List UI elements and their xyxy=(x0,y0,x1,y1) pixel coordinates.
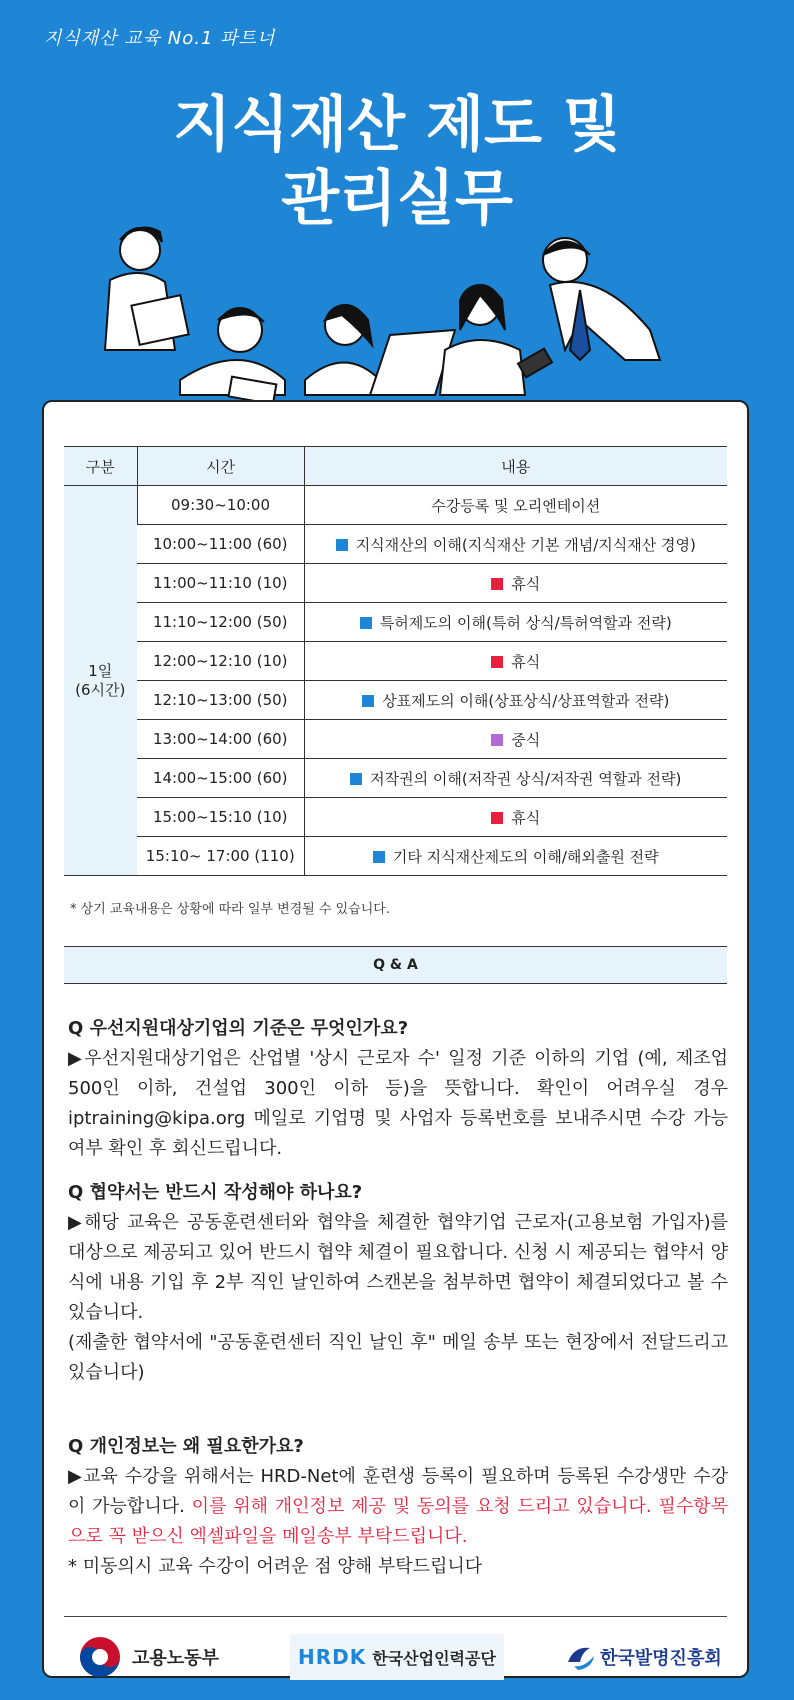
content-text: 휴식 xyxy=(511,574,541,593)
square-bullet-icon xyxy=(491,812,503,824)
title-line-1: 지식재산 제도 및 xyxy=(173,90,621,160)
faq-answer: ▶해당 교육은 공동훈련센터와 협약을 체결한 협약기업 근로자(고용보험 가입자)를 대상으로 제공되고 있어 반드시 협약 체결이 필요합니다. 신청 시 제공되는 협약서 양식에 내용 기입 후 2부 직인 날인하여 스캔본을 첨부하면 협약이 체결되었다고 볼 수 있습니다. xyxy=(68,1212,728,1323)
content-text: 휴식 xyxy=(511,652,541,671)
header-category: 구분 xyxy=(64,447,137,486)
faq-answer-extra: (제출한 협약서에 "공동훈련센터 직인 날인 후" 메일 송부 또는 현장에서 전달드리고 있습니다) xyxy=(68,1332,728,1383)
day-label xyxy=(64,486,137,876)
logo2-text: 한국산업인력공단 xyxy=(372,1648,496,1668)
table-row xyxy=(64,759,727,798)
cell-content xyxy=(304,720,727,759)
cell-content xyxy=(304,798,727,837)
faq-question: Q 협약서는 반드시 작성해야 하나요? xyxy=(68,1182,363,1203)
faq-answer-note: * 미동의시 교육 수강이 어려운 점 양해 부탁드립니다 xyxy=(68,1556,483,1577)
square-bullet-icon xyxy=(350,773,362,785)
faq-answer xyxy=(68,1462,728,1552)
qa-section-header: Q & A xyxy=(64,946,727,984)
cell-time: 12:10~13:00 (50) xyxy=(137,681,304,720)
faq-question: Q 우선지원대상기업의 기준은 무엇인가요? xyxy=(68,1018,409,1039)
content-text: 특허제도의 이해(특허 상식/특허역할과 전략) xyxy=(379,613,672,632)
square-bullet-icon xyxy=(362,695,374,707)
cell-time: 10:00~11:00 (60) xyxy=(137,525,304,564)
cell-content xyxy=(304,564,727,603)
cell-time: 09:30~10:00 xyxy=(137,486,304,525)
content-text: 저작권의 이해(저작권 상식/저작권 역할과 전략) xyxy=(370,769,682,788)
taegeuk-icon xyxy=(78,1635,122,1679)
cell-time: 15:10~ 17:00 (110) xyxy=(137,837,304,876)
faq-answer-highlight: 이를 위해 개인정보 제공 및 동의를 요청 드리고 있습니다. 필수항목으로 꼭 받으신 엑셀파일을 메일송부 부탁드립니다. xyxy=(68,1496,728,1547)
content-card xyxy=(42,400,749,1678)
square-bullet-icon xyxy=(491,656,503,668)
header-content: 내용 xyxy=(304,447,727,486)
table-row xyxy=(64,486,727,525)
cell-content xyxy=(304,486,727,525)
square-bullet-icon xyxy=(336,539,348,551)
cell-time: 13:00~14:00 (60) xyxy=(137,720,304,759)
cell-time: 12:00~12:10 (10) xyxy=(137,642,304,681)
faq-answer-text: ▶교육 수강을 위해서는 HRD-Net에 훈련생 등록이 필요하며 등록된 수강생만 수강이 가능합니다. xyxy=(68,1466,728,1517)
schedule-note: * 상기 교육내용은 상황에 따라 일부 변경될 수 있습니다. xyxy=(70,902,390,917)
cell-content xyxy=(304,759,727,798)
table-row xyxy=(64,720,727,759)
day-label-line-2: (6시간) xyxy=(75,680,126,699)
table-row xyxy=(64,603,727,642)
table-row xyxy=(64,564,727,603)
content-text: 지식재산의 이해(지식재산 기본 개념/지식재산 경영) xyxy=(355,535,696,554)
table-row xyxy=(64,837,727,876)
footer-divider xyxy=(64,1616,727,1617)
square-bullet-icon xyxy=(373,851,385,863)
title-line-2: 관리실무 xyxy=(281,164,513,234)
hrdk-mark: HRDK xyxy=(298,1645,367,1669)
cell-content xyxy=(304,837,727,876)
cell-content xyxy=(304,525,727,564)
cell-content xyxy=(304,603,727,642)
cell-content xyxy=(304,642,727,681)
cell-time: 15:00~15:10 (10) xyxy=(137,798,304,837)
day-label-line-1: 1일 xyxy=(88,661,113,680)
cell-time: 11:10~12:00 (50) xyxy=(137,603,304,642)
logo3-text: 한국발명진흥회 xyxy=(600,1648,722,1669)
page-title xyxy=(0,88,794,236)
logo1-text: 고용노동부 xyxy=(132,1648,219,1669)
content-text: 상표제도의 이해(상표상식/상표역할과 전략) xyxy=(382,691,670,710)
office-workers-illustration xyxy=(80,220,740,430)
square-bullet-icon xyxy=(491,578,503,590)
faq-question: Q 개인정보는 왜 필요한가요? xyxy=(68,1436,304,1457)
faq-answer: ▶우선지원대상기업은 산업별 '상시 근로자 수' 일정 기준 이하의 기업 (예, 제조업 500인 이하, 건설업 300인 이하 등)을 뜻합니다. 확인이 어려우실 경우 iptraining@kipa.org 메일로 기업명 및 사업자 등록번호를 보내주시면 수강 가능 여부 확인 후 회신드립니다. xyxy=(68,1048,728,1159)
table-row xyxy=(64,798,727,837)
content-text: 휴식 xyxy=(511,808,541,827)
content-text: 기타 지식재산제도의 이해/해외출원 전략 xyxy=(392,847,659,866)
header-time: 시간 xyxy=(137,447,304,486)
hrdk-logo xyxy=(290,1634,504,1680)
table-row xyxy=(64,642,727,681)
cell-time: 14:00~15:00 (60) xyxy=(137,759,304,798)
kipa-emblem-icon xyxy=(564,1642,598,1672)
schedule-table xyxy=(64,446,727,876)
cell-content xyxy=(304,681,727,720)
kipa-logo xyxy=(564,1634,722,1680)
content-text: 중식 xyxy=(511,730,541,749)
square-bullet-icon xyxy=(360,617,372,629)
table-row xyxy=(64,525,727,564)
table-header-row xyxy=(64,447,727,486)
cell-time: 11:00~11:10 (10) xyxy=(137,564,304,603)
square-bullet-icon xyxy=(491,734,503,746)
tagline: 지식재산 교육 No.1 파트너 xyxy=(44,28,276,49)
faq-item-priority-company xyxy=(68,1014,728,1164)
faq-item-personal-info xyxy=(68,1432,728,1582)
moel-logo xyxy=(78,1634,219,1680)
faq-item-agreement xyxy=(68,1178,728,1388)
table-row xyxy=(64,681,727,720)
content-text: 수강등록 및 오리엔테이션 xyxy=(431,496,601,515)
